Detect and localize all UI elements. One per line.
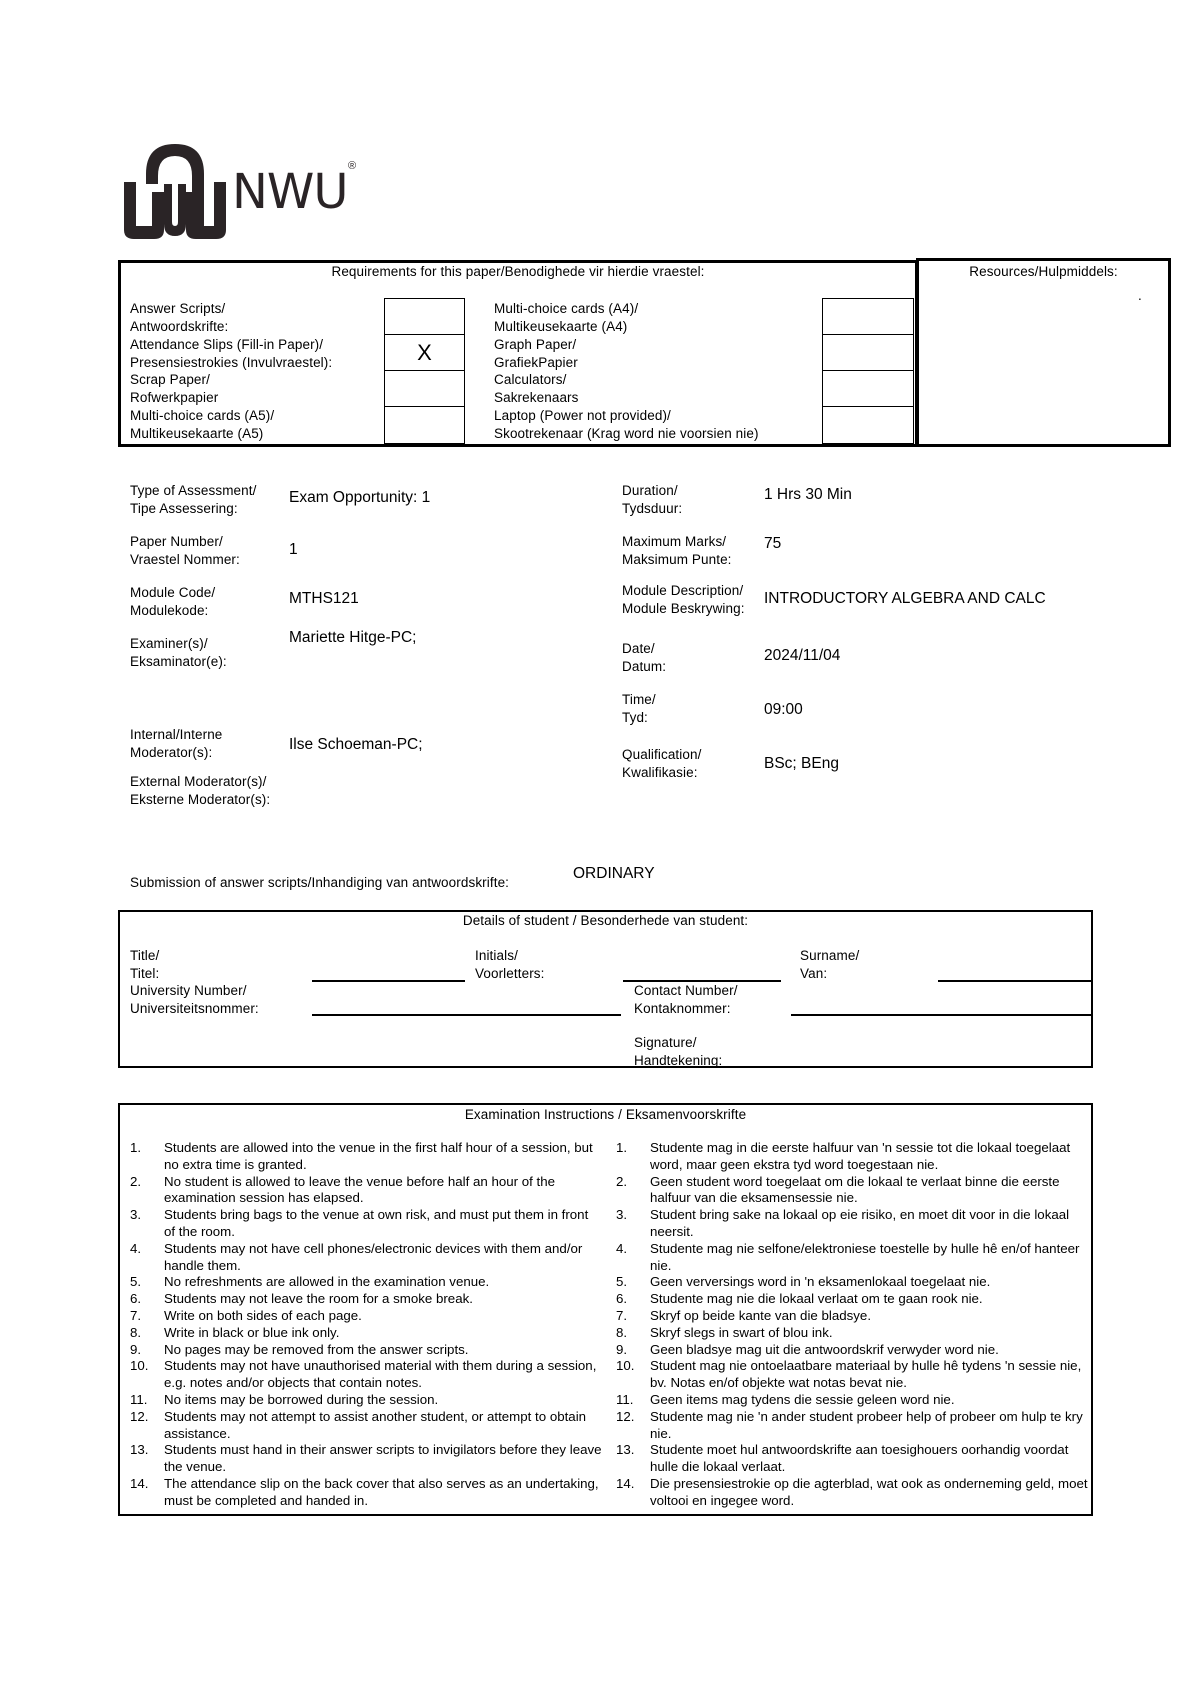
- req-laptop-label: Laptop (Power not provided)/ Skootrekenaar (Krag word nie voorsien nie): [494, 408, 759, 441]
- maximum-marks-label: Maximum Marks/ Maksimum Punte:: [622, 534, 732, 567]
- instruction-en-item: [130, 1207, 602, 1241]
- req-scrap-paper-checkbox[interactable]: [384, 370, 465, 407]
- req-attendance-slips-label: Attendance Slips (Fill-in Paper)/ Presensiestrokies (Invulvraestel):: [130, 337, 333, 370]
- instruction-en-item-text: No items may be borrowed during the session.: [164, 1391, 439, 1407]
- instruction-en-item-number: 12.: [130, 1408, 149, 1424]
- instruction-en-item: [130, 1476, 602, 1510]
- instruction-en-item-number: 10.: [130, 1358, 149, 1374]
- instruction-af-item-text: Geen verversings word in 'n eksamenlokaal toegelaat nie.: [650, 1274, 991, 1290]
- instruction-af-item: [616, 1325, 1088, 1342]
- instruction-en-item: [130, 1174, 602, 1208]
- module-description-label: Module Description/ Module Beskrywing:: [622, 583, 745, 616]
- external-moderator-label: External Moderator(s)/ Eksterne Moderator(s):: [130, 774, 271, 807]
- instruction-af-item-text: Studente mag nie 'n ander student probeer help of probeer om hulp te kry nie.: [650, 1408, 1083, 1441]
- instruction-en-item-number: 2.: [130, 1173, 142, 1189]
- instruction-en-item-text: Students must hand in their answer scripts to invigilators before they leave the venue.: [164, 1442, 602, 1475]
- instruction-en-item-number: 4.: [130, 1240, 142, 1256]
- signature-label: Signature/ Handtekening:: [634, 1035, 723, 1068]
- nwu-emblem-icon: [120, 140, 230, 240]
- instruction-af-item: [616, 1342, 1088, 1359]
- instruction-en-item-text: The attendance slip on the back cover that also serves as an undertaking, must be completed and handed in.: [164, 1475, 599, 1508]
- instructions-english: [130, 1140, 602, 1510]
- instruction-en-item-number: 1.: [130, 1140, 142, 1155]
- instruction-af-item-text: Die presensiestrokie op die agterblad, wat ook as onderneming geld, moet voltooi en ingegee word.: [650, 1475, 1088, 1508]
- resources-dot: .: [1138, 288, 1142, 303]
- assessment-type-value: Exam Opportunity: 1: [289, 489, 431, 506]
- submission-value: ORDINARY: [573, 865, 655, 882]
- contact-number-label: Contact Number/ Kontaknommer:: [634, 983, 738, 1016]
- instruction-en-item-number: 8.: [130, 1324, 142, 1340]
- instruction-af-item-text: Skryf op beide kante van die bladsye.: [650, 1307, 872, 1323]
- university-number-label: University Number/ Universiteitsnommer:: [130, 983, 259, 1016]
- instruction-en-item-number: 14.: [130, 1475, 149, 1491]
- student-details-box: [118, 910, 1093, 1068]
- instruction-en-item-number: 11.: [130, 1391, 148, 1407]
- instruction-af-item: [616, 1174, 1088, 1208]
- instruction-af-item-text: Studente mag in die eerste halfuur van 'n sessie tot die lokaal toegelaat word, maar geen ekstra tyd word toegestaan nie.: [650, 1140, 1071, 1172]
- instruction-af-item-number: 9.: [616, 1341, 628, 1357]
- student-surname-field[interactable]: [938, 980, 1091, 982]
- student-initials-label: Initials/ Voorletters:: [475, 948, 545, 981]
- instruction-af-item-number: 4.: [616, 1240, 628, 1256]
- instruction-af-item-number: 2.: [616, 1173, 628, 1189]
- req-graph-paper-label: Graph Paper/ GrafiekPapier: [494, 337, 578, 370]
- checkbox-x-mark: X: [417, 340, 432, 365]
- module-description-value: INTRODUCTORY ALGEBRA AND CALC: [764, 590, 1046, 607]
- resources-header: Resources/Hulpmiddels:: [969, 264, 1118, 279]
- examiner-label: Examiner(s)/ Eksaminator(e):: [130, 636, 227, 669]
- instruction-af-item-number: 1.: [616, 1140, 628, 1155]
- instruction-en-item-text: Write in black or blue ink only.: [164, 1324, 340, 1340]
- instruction-en-item-text: Write on both sides of each page.: [164, 1307, 362, 1323]
- paper-number-value: 1: [289, 541, 298, 558]
- instruction-en-item: [130, 1274, 602, 1291]
- instruction-af-item-number: 13.: [616, 1442, 635, 1458]
- req-mc-a5-checkbox[interactable]: [384, 406, 465, 444]
- instruction-en-item-text: No pages may be removed from the answer scripts.: [164, 1341, 469, 1357]
- instruction-en-item-text: Students bring bags to the venue at own risk, and must put them in front of the room.: [164, 1207, 589, 1239]
- requirements-header: Requirements for this paper/Benodighede vir hierdie vraestel:: [331, 264, 705, 279]
- req-mc-a4-label: Multi-choice cards (A4)/ Multikeusekaarte (A4): [494, 301, 639, 334]
- instruction-af-item: [616, 1392, 1088, 1409]
- paper-number-label: Paper Number/ Vraestel Nommer:: [130, 534, 240, 567]
- student-details-header: Details of student / Besonderhede van student:: [462, 913, 749, 928]
- qualification-value: BSc; BEng: [764, 755, 839, 772]
- req-mc-a5-label: Multi-choice cards (A5)/ Multikeusekaarte (A5): [130, 408, 275, 441]
- instruction-af-item-text: Geen items mag tydens die sessie geleen word nie.: [650, 1391, 955, 1407]
- time-value: 09:00: [764, 701, 803, 718]
- module-code-value: MTHS121: [289, 590, 359, 607]
- instruction-af-item-number: 7.: [616, 1307, 628, 1323]
- instruction-en-item-text: No refreshments are allowed in the examination venue.: [164, 1274, 490, 1290]
- instruction-en-item: [130, 1325, 602, 1342]
- instruction-en-item-number: 13.: [130, 1442, 149, 1458]
- instruction-af-item: [616, 1358, 1088, 1392]
- req-calculators-label: Calculators/ Sakrekenaars: [494, 372, 579, 405]
- student-surname-label: Surname/ Van:: [800, 948, 860, 981]
- req-calculators-checkbox[interactable]: [822, 370, 914, 407]
- instruction-en-item: [130, 1342, 602, 1359]
- instruction-af-item: [616, 1308, 1088, 1325]
- instruction-en-item-text: Students may not attempt to assist another student, or attempt to obtain assistance.: [164, 1408, 587, 1441]
- instruction-af-item: [616, 1241, 1088, 1275]
- duration-value: 1 Hrs 30 Min: [764, 486, 852, 503]
- instruction-af-item-number: 12.: [616, 1408, 635, 1424]
- module-code-label: Module Code/ Modulekode:: [130, 585, 216, 618]
- instruction-en-item-number: 3.: [130, 1207, 142, 1223]
- university-number-field[interactable]: [312, 1014, 621, 1016]
- instruction-en-item-number: 6.: [130, 1291, 142, 1307]
- instruction-en-item-number: 5.: [130, 1274, 142, 1290]
- instruction-en-item-number: 7.: [130, 1307, 142, 1323]
- instruction-en-item: [130, 1241, 602, 1275]
- req-scrap-paper-label: Scrap Paper/ Rofwerkpapier: [130, 372, 219, 405]
- req-attendance-slips-checkbox[interactable]: [384, 334, 465, 371]
- instruction-en-item-text: Students may not leave the room for a smoke break.: [164, 1291, 473, 1307]
- maximum-marks-value: 75: [764, 535, 782, 552]
- instruction-af-item: [616, 1140, 1088, 1174]
- instruction-af-item: [616, 1442, 1088, 1476]
- instruction-af-item-number: 14.: [616, 1475, 635, 1491]
- student-title-label: Title/ Titel:: [130, 948, 160, 981]
- instruction-en-item: [130, 1140, 602, 1174]
- instruction-af-item: [616, 1291, 1088, 1308]
- instruction-af-item-number: 11.: [616, 1391, 634, 1407]
- instruction-af-item-number: 5.: [616, 1274, 628, 1290]
- submission-label: Submission of answer scripts/Inhandiging van antwoordskrifte:: [130, 875, 510, 890]
- instruction-af-item-number: 3.: [616, 1207, 628, 1223]
- instruction-en-item-number: 9.: [130, 1341, 142, 1357]
- assessment-type-label: Type of Assessment/ Tipe Assessering:: [130, 483, 257, 516]
- instruction-af-item-text: Studente moet hul antwoordskrifte aan toesighouers oorhandig voordat hulle die lokaal verlaat.: [650, 1442, 1069, 1475]
- instruction-af-item-text: Studente mag nie die lokaal verlaat om te gaan rook nie.: [650, 1291, 983, 1307]
- internal-moderator-label: Internal/Interne Moderator(s):: [130, 727, 223, 760]
- instruction-en-item: [130, 1291, 602, 1308]
- instruction-en-item: [130, 1442, 602, 1476]
- date-label: Date/ Datum:: [622, 641, 667, 674]
- time-label: Time/ Tyd:: [622, 692, 656, 725]
- instruction-en-item: [130, 1358, 602, 1392]
- internal-moderator-value: Ilse Schoeman-PC;: [289, 736, 423, 753]
- resources-box: [916, 258, 1171, 447]
- instructions-header: Examination Instructions / Eksamenvoorskrifte: [464, 1107, 747, 1122]
- req-answer-scripts-label: Answer Scripts/ Antwoordskrifte:: [130, 301, 229, 334]
- req-laptop-checkbox[interactable]: [822, 406, 914, 444]
- student-title-field[interactable]: [312, 980, 465, 982]
- instruction-af-item-text: Student bring sake na lokaal op eie risiko, en moet dit voor in die lokaal neersit.: [650, 1207, 1070, 1239]
- instruction-en-item: [130, 1392, 602, 1409]
- examiner-value: Mariette Hitge-PC;: [289, 629, 417, 646]
- date-value: 2024/11/04: [764, 647, 841, 664]
- instructions-afrikaans: [616, 1140, 1088, 1510]
- logo-text: NWU: [232, 164, 348, 220]
- instruction-af-item-text: Student mag nie ontoelaatbare materiaal by hulle hê tydens 'n sessie nie, bv. Notas en/of objekte wat notas bevat nie.: [650, 1358, 1082, 1391]
- registered-mark: ®: [348, 160, 357, 172]
- instruction-af-item: [616, 1274, 1088, 1291]
- instruction-af-item-number: 6.: [616, 1291, 628, 1307]
- qualification-label: Qualification/ Kwalifikasie:: [622, 747, 702, 780]
- instruction-af-item-text: Geen bladsye mag uit die antwoordskrif verwyder word nie.: [650, 1341, 999, 1357]
- instruction-af-item-text: Skryf slegs in swart of blou ink.: [650, 1324, 833, 1340]
- contact-number-field[interactable]: [791, 1014, 1091, 1016]
- instruction-af-item: [616, 1207, 1088, 1241]
- instruction-af-item: [616, 1409, 1088, 1443]
- req-answer-scripts-checkbox[interactable]: [384, 298, 465, 335]
- instruction-af-item-number: 8.: [616, 1324, 628, 1340]
- duration-label: Duration/ Tydsduur:: [622, 483, 683, 516]
- instruction-en-item: [130, 1308, 602, 1325]
- nwu-logo: [120, 140, 380, 240]
- instruction-en-item: [130, 1409, 602, 1443]
- instruction-af-item-text: Studente mag nie selfone/elektroniese toestelle by hulle hê en/of hanteer nie.: [650, 1240, 1080, 1273]
- req-graph-paper-checkbox[interactable]: [822, 334, 914, 371]
- req-mc-a4-checkbox[interactable]: [822, 298, 914, 335]
- instruction-af-item-text: Geen student word toegelaat om die lokaal te verlaat binne die eerste halfuur van die eksamensessie nie.: [650, 1173, 1060, 1206]
- instruction-af-item-number: 10.: [616, 1358, 635, 1374]
- instruction-en-item-text: Students may not have unauthorised material with them during a session, e.g. notes and/or objects that contain notes.: [164, 1358, 597, 1391]
- instruction-en-item-text: Students may not have cell phones/electronic devices with them and/or handle them.: [164, 1240, 583, 1273]
- instruction-en-item-text: Students are allowed into the venue in the first half hour of a session, but no extra time is granted.: [164, 1140, 593, 1172]
- instruction-af-item: [616, 1476, 1088, 1510]
- instruction-en-item-text: No student is allowed to leave the venue before half an hour of the examination session has elapsed.: [164, 1173, 556, 1206]
